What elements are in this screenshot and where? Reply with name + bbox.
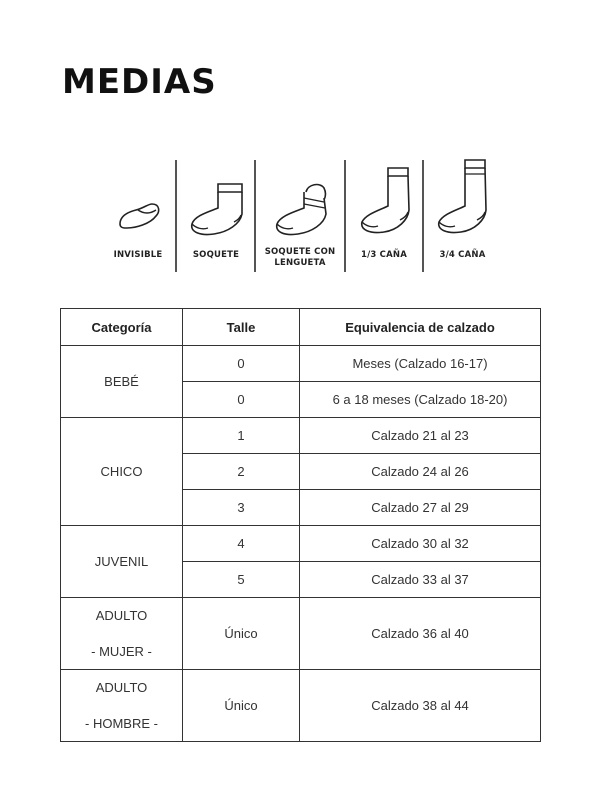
- sock-type-one-third-cana: [347, 158, 421, 276]
- category-cell-adulto-mujer: ADULTO - MUJER -: [61, 598, 183, 670]
- equiv-cell: Meses (Calzado 16-17): [300, 346, 541, 382]
- sock-type-three-quarter-cana: [425, 158, 500, 276]
- category-cell-juvenil: JUVENIL: [61, 526, 183, 598]
- talle-cell: 3: [183, 490, 300, 526]
- sock-label-soquete-lengueta: SOQUETE CON LENGUETA: [264, 247, 336, 268]
- equiv-cell: 6 a 18 meses (Calzado 18-20): [300, 382, 541, 418]
- table-header-row: [61, 309, 541, 346]
- sock-type-soquete: [179, 158, 253, 276]
- equiv-cell: Calzado 30 al 32: [300, 526, 541, 562]
- talle-cell: 2: [183, 454, 300, 490]
- talle-cell: Único: [183, 598, 300, 670]
- sock-label-one-third-cana: 1/3 CAÑA: [360, 250, 407, 260]
- header-equivalencia: Equivalencia de calzado: [300, 309, 541, 346]
- category-cell-chico: CHICO: [61, 418, 183, 526]
- talle-cell: 0: [183, 346, 300, 382]
- category-cell-bebe: BEBÉ: [61, 346, 183, 418]
- header-categoria: Categoría: [61, 309, 183, 346]
- sock-types-strip: [104, 158, 500, 276]
- invisible-sock-icon: [108, 180, 168, 240]
- header-talle: Talle: [183, 309, 300, 346]
- sock-divider: [175, 160, 177, 272]
- talle-cell: 5: [183, 562, 300, 598]
- talle-cell: Único: [183, 670, 300, 742]
- sock-label-invisible: INVISIBLE: [113, 250, 163, 260]
- equiv-cell: Calzado 38 al 44: [300, 670, 541, 742]
- talle-cell: 4: [183, 526, 300, 562]
- talle-cell: 0: [183, 382, 300, 418]
- equiv-cell: Calzado 33 al 37: [300, 562, 541, 598]
- sock-divider: [254, 160, 256, 272]
- table-row: [61, 598, 541, 670]
- talle-cell: 1: [183, 418, 300, 454]
- page-title: MEDIAS: [62, 62, 217, 102]
- one-third-cana-sock-icon: [352, 162, 416, 242]
- size-table: [60, 308, 541, 742]
- equiv-cell: Calzado 36 al 40: [300, 598, 541, 670]
- table-row: [61, 418, 541, 454]
- sock-label-three-quarter-cana: 3/4 CAÑA: [439, 250, 486, 260]
- sock-type-invisible: [104, 158, 172, 276]
- sock-label-soquete: SOQUETE: [192, 250, 240, 260]
- equiv-cell: Calzado 27 al 29: [300, 490, 541, 526]
- sock-type-soquete-lengueta: [257, 158, 343, 276]
- sock-divider: [344, 160, 346, 272]
- equiv-cell: Calzado 24 al 26: [300, 454, 541, 490]
- three-quarter-cana-sock-icon: [431, 158, 495, 240]
- equiv-cell: Calzado 21 al 23: [300, 418, 541, 454]
- table-row: [61, 670, 541, 742]
- sock-divider: [422, 160, 424, 272]
- category-cell-adulto-hombre: ADULTO - HOMBRE -: [61, 670, 183, 742]
- table-row: [61, 346, 541, 382]
- soquete-sock-icon: [184, 178, 248, 242]
- table-row: [61, 526, 541, 562]
- soquete-lengueta-sock-icon: [268, 178, 332, 242]
